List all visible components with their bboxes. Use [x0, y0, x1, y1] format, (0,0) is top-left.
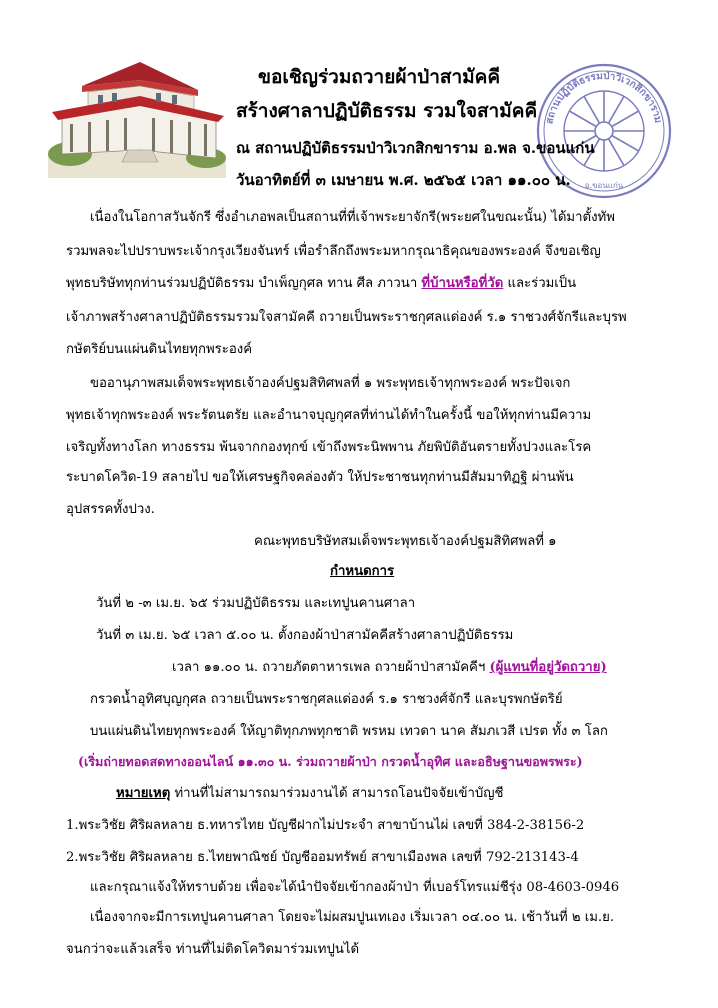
seal-wheel-spoke	[612, 111, 639, 127]
bank-account-1: 1.พระวิชัย ศิริผลหลาย ธ.ทหารไทย บัญชีฝากไม่ประจำ สาขาบ้านไผ่ เลขที่ 384-2-38156-2	[66, 818, 585, 833]
schedule-heading: กำหนดการ	[330, 564, 395, 579]
note-line	[116, 782, 503, 803]
live-broadcast-notice: (เริ่มถ่ายทอดสดทางออนไลน์ ๑๑.๓๐ น. ร่วมถวายผ้าป่า กรวดน้ำอุทิศ และอธิษฐานขอพรพระ)	[78, 754, 583, 769]
schedule-item-3-text: เวลา ๑๑.๐๐ น. ถวายภัตตาหารเพล ถวายผ้าป่าสามัคคีฯ	[172, 660, 490, 675]
note-text: ท่านที่ไม่สามารถมาร่วมงานได้ สามารถโอนปัจจัยเข้าบัญชี	[170, 786, 504, 801]
bank-account-2: 2.พระวิชัย ศิริผลหลาย ธ.ไทยพาณิชย์ บัญชีออมทรัพย์ สาขาเมืองพล เลขที่ 792-213143-4	[66, 850, 579, 865]
schedule-item-3	[172, 656, 607, 677]
seal-wheel-spoke	[584, 96, 600, 123]
schedule-item-5: บนแผ่นดินไทยทุกพระองค์ ให้ญาติทุกภพทุกชาติ พรหม เทวดา นาค สัมภเวสี เปรต ทั้ง ๓ โลก	[90, 724, 608, 739]
event-place: ณ สถานปฏิบัติธรรมป่าวิเวกสิกขาราม อ.พล จ.ขอนแก่น	[236, 139, 595, 157]
para2-line-2: พุทธเจ้าทุกพระองค์ พระรัตนตรัย และอำนาจบุญกุศลที่ท่านได้ทำในครั้งนี้ ขอให้ทุกท่านมีความ	[66, 408, 592, 423]
para1-line-3	[66, 272, 576, 293]
event-datetime: วันอาทิตย์ที่ ๓ เมษายน พ.ศ. ๒๕๖๕ เวลา ๑๑.๐๐ น.	[236, 171, 571, 189]
schedule-item-1: วันที่ ๒ -๓ เม.ย. ๖๕ ร่วมปฏิบัติธรรม และเทปูนคานศาลา	[96, 596, 416, 611]
representative-link[interactable]: (ผู้แทนที่อยู่วัดถวาย)	[489, 660, 607, 675]
home-or-temple-link[interactable]: ที่บ้านหรือที่วัด	[421, 276, 504, 291]
seal-wheel-spoke	[569, 111, 596, 127]
para2-line-3: เจริญทั้งทางโลก ทางธรรม พ้นจากกองทุกข์ เข้าถึงพระนิพพาน ภัยพิบัติอันตรายทั้งปวงและโรค	[66, 440, 592, 455]
para1-line-1: เนื่องในโอกาสวันจักรี ซึ่งอำเภอพลเป็นสถานที่ที่เจ้าพระยาจักรี(พระยศในขณะนั้น) ได้มาตั้งทัพ	[90, 210, 615, 225]
para2-line-1: ขออานุภาพสมเด็จพระพุทธเจ้าองค์ปฐมสิทิศพลที่ ๑ พระพุทธเจ้าทุกพระองค์ พระปัจเจก	[90, 376, 571, 391]
schedule-item-2: วันที่ ๓ เม.ย. ๖๕ เวลา ๕.๐๐ น. ตั้งกองผ้าป่าสามัคคีสร้างศาลาปฏิบัติธรรม	[96, 628, 514, 643]
concrete-pour-line-1: เนื่องจากจะมีการเทปูนคานศาลา โดยจะไม่ผสมปูนเทเอง เริ่มเวลา ๐๔.๐๐ น. เช้าวันที่ ๒ เม.ย.	[90, 910, 615, 925]
seal-ring-text: สถานปฏิบัติธรรมป่าวิเวกสิกขาราม	[544, 70, 664, 126]
inform-phone-line: และกรุณาแจ้งให้ทราบด้วย เพื่อจะได้นำปัจจัยเข้ากองผ้าป่า ที่เบอร์โทรแม่ชีรุ่ง 08-4603-0946	[90, 880, 620, 895]
concrete-pour-line-2: จนกว่าจะแล้วเสร็จ ท่านที่ไม่ติดโควิดมาร่วมเทปูนได้	[66, 942, 360, 957]
para1-line-2: รวมพลจะไปปราบพระเจ้ากรุงเวียงจันทร์ เพื่อรำลึกถึงพระมหากรุณาธิคุณของพระองค์ จึงขอเชิญ	[66, 244, 601, 259]
seal-wheel-spoke	[609, 96, 625, 123]
pavilion-illustration	[48, 50, 226, 178]
seal-wheel-spoke	[609, 139, 625, 166]
para1-line-3-start: พุทธบริษัททุกท่านร่วมปฏิบัติธรรม บำเพ็ญกุศล ทาน ศีล ภาวนา	[66, 276, 422, 291]
para2-line-5: อุปสรรคทั้งปวง.	[66, 502, 155, 517]
para1-line-3-end: และร่วมเป็น	[503, 276, 577, 291]
schedule-item-4: กรวดน้ำอุทิศบุญกุศล ถวายเป็นพระราชกุศลแด่องค์ ร.๑ ราชวงศ์จักรี และบุรพกษัตริย์	[90, 692, 563, 707]
signature: คณะพุทธบริษัทสมเด็จพระพุทธเจ้าองค์ปฐมสิทิศพลที่ ๑	[254, 534, 557, 549]
note-label: หมายเหตุ	[116, 786, 171, 801]
para1-line-5: กษัตริย์บนแผ่นดินไทยทุกพระองค์	[66, 342, 253, 357]
title-line-2: สร้างศาลาปฏิบัติธรรม รวมใจสามัคคี	[236, 100, 538, 122]
title-line-1: ขอเชิญร่วมถวายผ้าป่าสามัคคี	[258, 66, 501, 88]
seal-wheel-spoke	[612, 136, 639, 152]
para1-line-4: เจ้าภาพสร้างศาลาปฏิบัติธรรมรวมใจสามัคคี ถวายเป็นพระราชกุศลแด่องค์ ร.๑ ราชวงศ์จักรีและบุรพ	[66, 310, 627, 325]
seal-bottom-text: อ.ขอนแก่น	[584, 181, 624, 190]
para2-line-4: ระบาดโควิด-19 สลายไป ขอให้เศรษฐกิจคล่องตัว ให้ประชาชนทุกท่านมีสัมมาทิฏฐิ ผ่านพ้น	[66, 470, 574, 485]
